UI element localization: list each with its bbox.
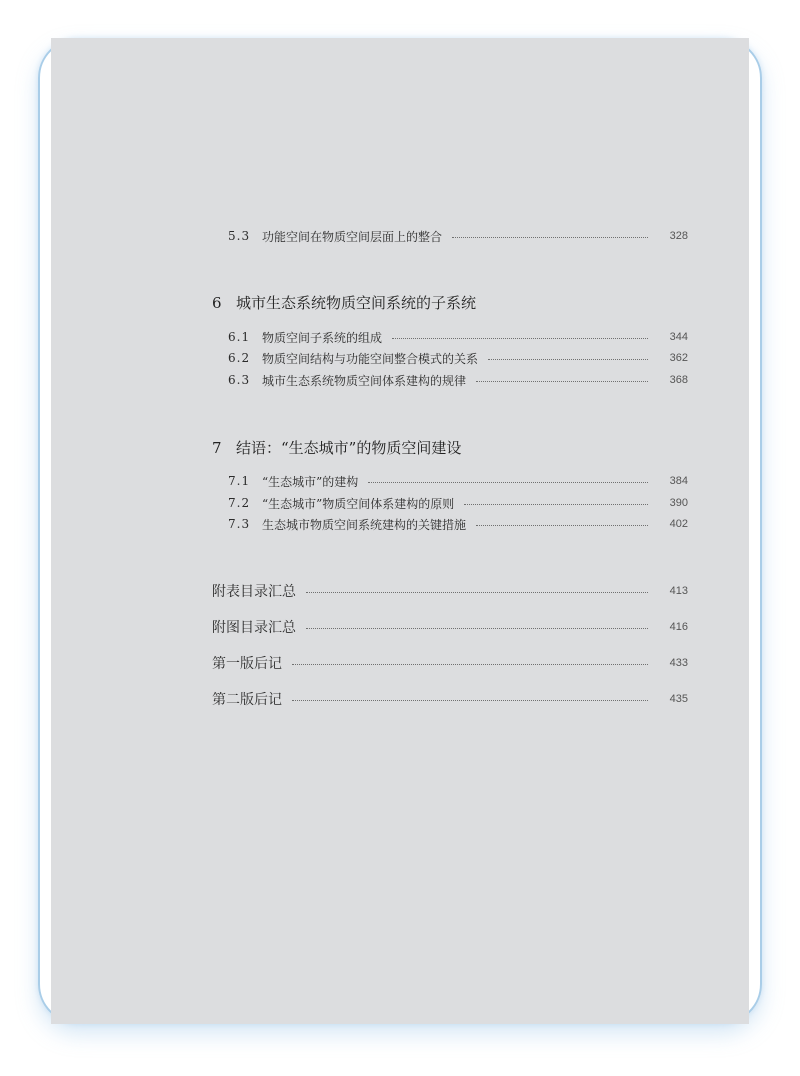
dot-leader bbox=[452, 237, 648, 238]
page-number: 344 bbox=[669, 331, 688, 343]
entry-title: 第二版后记 bbox=[212, 692, 282, 708]
toc-entry-6-3[interactable] bbox=[228, 371, 688, 389]
page-number: 416 bbox=[669, 621, 688, 633]
dot-leader bbox=[476, 381, 648, 382]
page-number: 413 bbox=[669, 585, 688, 597]
section-title: 生态城市物质空间系统建构的关键措施 bbox=[262, 517, 467, 532]
section-number: 5.3 bbox=[228, 229, 251, 243]
page-number: 328 bbox=[669, 230, 688, 242]
dot-leader bbox=[488, 359, 648, 360]
entry-title: 附图目录汇总 bbox=[212, 620, 296, 636]
toc-entry-postscript-1[interactable] bbox=[212, 652, 688, 674]
dot-leader bbox=[368, 482, 648, 483]
section-title: “生态城市”物质空间体系建构的原则 bbox=[262, 496, 455, 511]
chapter-number: 6 bbox=[212, 293, 222, 312]
toc-entry-appendix-figures[interactable] bbox=[212, 616, 688, 638]
section-title: 物质空间子系统的组成 bbox=[262, 330, 383, 345]
section-title: 物质空间结构与功能空间整合模式的关系 bbox=[262, 351, 479, 366]
dot-leader bbox=[292, 700, 648, 701]
entry-title: 第一版后记 bbox=[212, 656, 282, 672]
section-number: 7.3 bbox=[228, 517, 251, 531]
toc-chapter-7[interactable] bbox=[212, 437, 461, 458]
page-number: 362 bbox=[669, 352, 688, 364]
toc-entry-7-3[interactable] bbox=[228, 515, 688, 533]
section-number: 6.3 bbox=[228, 373, 251, 387]
entry-title: 附表目录汇总 bbox=[212, 584, 296, 600]
toc-entry-5-3[interactable] bbox=[228, 227, 688, 245]
chapter-title: 城市生态系统物质空间系统的子系统 bbox=[236, 294, 477, 312]
chapter-title: 结语：“生态城市”的物质空间建设 bbox=[236, 439, 462, 457]
dot-leader bbox=[464, 504, 648, 505]
page-number: 384 bbox=[669, 475, 688, 487]
toc-entry-6-2[interactable] bbox=[228, 349, 688, 367]
page-number: 435 bbox=[669, 693, 688, 705]
toc-entry-7-2[interactable] bbox=[228, 494, 688, 512]
section-title: “生态城市”的建构 bbox=[262, 474, 359, 489]
page-number: 433 bbox=[669, 657, 688, 669]
toc-entry-7-1[interactable] bbox=[228, 472, 688, 490]
section-number: 6.2 bbox=[228, 351, 251, 365]
section-number: 7.1 bbox=[228, 474, 251, 488]
section-title: 城市生态系统物质空间体系建构的规律 bbox=[262, 373, 467, 388]
dot-leader bbox=[392, 338, 648, 339]
toc-entry-appendix-tables[interactable] bbox=[212, 580, 688, 602]
section-number: 7.2 bbox=[228, 496, 251, 510]
dot-leader bbox=[476, 525, 648, 526]
dot-leader bbox=[306, 592, 648, 593]
page-number: 368 bbox=[669, 374, 688, 386]
section-number: 6.1 bbox=[228, 330, 251, 344]
toc-entry-postscript-2[interactable] bbox=[212, 688, 688, 710]
toc-entry-6-1[interactable] bbox=[228, 328, 688, 346]
page-number: 390 bbox=[669, 497, 688, 509]
dot-leader bbox=[292, 664, 648, 665]
toc-chapter-6[interactable] bbox=[212, 292, 476, 313]
section-title: 功能空间在物质空间层面上的整合 bbox=[262, 229, 443, 244]
dot-leader bbox=[306, 628, 648, 629]
page-number: 402 bbox=[669, 518, 688, 530]
chapter-number: 7 bbox=[212, 438, 222, 457]
